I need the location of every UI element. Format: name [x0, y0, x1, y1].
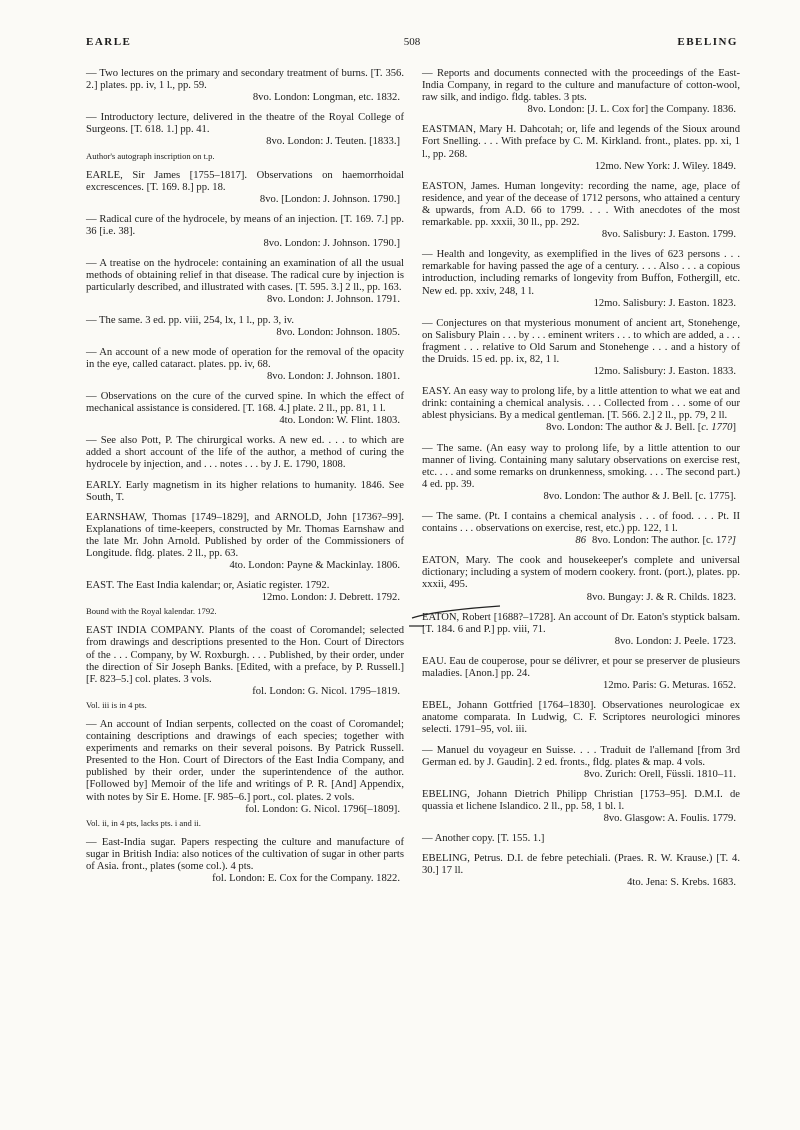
catalog-entry: [86, 719, 404, 829]
entry-text: EBELING, Petrus. D.I. de febre petechiali. (Praes. R. W. Krause.) [T. 4. 30.] 17 ll.: [422, 853, 740, 877]
left-column: [86, 68, 404, 893]
entry-text: — Another copy. [T. 155. 1.]: [422, 833, 545, 845]
entry-imprint-text: 8vo. London: The author. [c. 17: [592, 535, 727, 547]
entry-imprint: 12mo. Paris: G. Meturas. 1652.: [602, 680, 736, 692]
entry-text: EARLE, Sir James [1755–1817]. Observations on haemorrhoidal excrescences. [T. 169. 8.] pp. 18.: [86, 169, 404, 193]
catalog-entry: [86, 112, 404, 161]
entry-text: — The same. (An easy way to prolong life, by a little attention to our manner of living. Containing many salutary observations on exercise rest, etc. . . . and some remarks on drunkenness, smoking. . . . The second part.) 4 ed. pp. 39.: [422, 442, 740, 490]
entry-text: EARLY. Early magnetism in its higher relations to humanity. 1846. See South, T.: [86, 479, 404, 503]
entry-text: — An account of Indian serpents, collected on the coast of Coromandel; containing descriptions and drawings of each species; together with experiments and remarks on their several poisons. By Patrick Russell. Presented to the Hon. Court of Directors of the East India Company, and published by their order, under the superintendence of the author. [Followed by] Memoir of the life and writings of P. R. [And] Appendix, with notes by Sir E. Home. [F. 985–6.] port., col. plates. 2 vols.: [86, 718, 404, 803]
handwritten-date: c. 1770: [701, 422, 733, 434]
entry-note: Vol. iii is in 4 pts.: [86, 699, 147, 710]
entry-text: — Observations on the cure of the curved spine. In which the effect of mechanical assistance is considered. [T. 168. 4.] plate. 2 ll., pp. 81, 1 l.: [86, 390, 404, 415]
entry-text: EARNSHAW, Thomas [1749–1829], and ARNOLD, John [1736?–99]. Explanations of time-keepers, constructed by Mr. Thomas Earnshaw and the late Mr. John Arnold. Published by order of the Commissioners of Longitude. fldg. plates. 2 ll., pp. 63.: [86, 511, 404, 559]
catalog-entry: [86, 68, 404, 104]
handwritten-shelfmark: 86: [575, 535, 587, 547]
catalog-entry: [422, 318, 740, 378]
catalog-entry: [86, 391, 404, 427]
entry-text: — A treatise on the hydrocele: containing an examination of all the usual methods of obtaining relief in that disease. The radical cure by injection is particularly described, and illustrated with cases. [T. 595. 3.] 2 ll., pp. 163.: [86, 258, 404, 294]
catalog-entry: [422, 68, 740, 116]
entry-text: EAST INDIA COMPANY. Plants of the coast of Coromandel; selected from drawings and descriptions presented to the Hon. Court of Directors of the . . . Company, by W. Roxburgh. . . . Published, by their order, under the direction of Sir Joseph Banks. [Edited, with a preface, by P. Russell.] [F. 823–5.] col. plates. 3 vols.: [86, 625, 404, 685]
entry-imprint: 8vo. London: The author & J. Bell. [c. 1770]: [546, 422, 736, 434]
catalog-entry: [422, 386, 740, 434]
entry-imprint: 8vo. Glasgow: A. Foulis. 1779.: [603, 812, 736, 824]
entry-text: EATON, Mary. The cook and housekeeper's complete and universal dictionary; including a system of modern cookery. front. (port.), plates. pp. xxxii, 495.: [422, 555, 740, 591]
entry-note: Bound with the Royal kalendar. 1792.: [86, 606, 217, 617]
entry-text: EBEL, Johann Gottfried [1764–1830]. Observationes neurologicae ex anatome comparata. In Ludwig, C. F. Scriptores neurologici minores selecti. 1791–95, vol. iii.: [422, 700, 740, 736]
header-right: EBELING: [677, 36, 738, 48]
entry-imprint: 4to. Jena: S. Krebs. 1683.: [627, 877, 736, 889]
entry-text: — The same. (Pt. I contains a chemical analysis . . . of food. . . . Pt. II contains . . . observations on exercise, rest, etc.) pp. 122, 1 l.: [422, 511, 740, 535]
catalog-entry: [422, 656, 740, 692]
entry-imprint: 8vo. London: J. Johnson. 1791.: [266, 294, 400, 306]
catalog-entry: [422, 443, 740, 503]
running-head: [86, 36, 738, 52]
entry-imprint-text: 8vo. London: The author & J. Bell. [: [546, 422, 702, 434]
entry-note: Author's autograph inscription on t.p.: [86, 150, 215, 161]
entry-imprint: 8vo. London: [J. L. Cox for] the Company. 1836.: [527, 104, 736, 116]
entry-imprint: 8vo. London: J. Johnson. 1801.: [266, 370, 400, 382]
entry-imprint: 12mo. New York: J. Wiley. 1849.: [594, 160, 736, 172]
entry-imprint: fol. London: G. Nicol. 1795–1819.: [252, 685, 400, 697]
entry-text: — East-India sugar. Papers respecting the culture and manufacture of sugar in British India: also notices of the cultivation of sugar in other parts of Asia. front., plates (some col.). 4 pts.: [86, 836, 404, 872]
catalog-entry: [86, 580, 404, 617]
entry-text: EAST. The East India kalendar; or, Asiatic register. 1792.: [86, 580, 330, 592]
entry-imprint: 8vo. London: J. Peele. 1723.: [614, 635, 736, 647]
entry-note: Vol. ii, in 4 pts, lacks pts. i and ii.: [86, 817, 201, 828]
page-number: 508: [403, 36, 421, 48]
entry-text: — Radical cure of the hydrocele, by means of an injection. [T. 169. 7.] pp. 36 [i.e. 38].: [86, 213, 404, 237]
catalog-entry: [86, 837, 404, 885]
entry-imprint: 8vo. [London: J. Johnson. 1790.]: [259, 193, 400, 205]
catalog-entry: [86, 435, 404, 471]
right-column: [422, 68, 740, 897]
catalog-entry: [86, 480, 404, 504]
catalog-entry: [422, 124, 740, 172]
entry-imprint: 4to. London: W. Flint. 1803.: [279, 415, 400, 427]
entry-text: EASTON, James. Human longevity: recording the name, age, place of residence, and year of the decease of 1712 persons, who attained a century & upwards, from A.D. 66 to 1799. . . . With anecdotes of the most remarkable. pp. xxxii, 30 ll., pp. 292.: [422, 180, 740, 229]
entry-imprint: [422, 535, 740, 547]
entry-imprint: fol. London: G. Nicol. 1796[–1809].: [245, 803, 400, 815]
catalog-entry: [422, 833, 740, 845]
catalog-entry: [422, 700, 740, 736]
entry-text: EASY. An easy way to prolong life, by a little attention to what we eat and drink: containing a chemical analysis. . . . Collected from . . . some of our ablest physicians. By a medical gentleman. [T. 566. 2.] 2 ll., pp. 79, 2 ll.: [422, 386, 740, 422]
entry-text: — Manuel du voyageur en Suisse. . . . Traduit de l'allemand [from 3rd German ed. by J. Gaudin]. 2 ed. fronts., fldg. plates & map. 4 vols.: [422, 744, 740, 768]
handwritten-date: ?]: [726, 535, 736, 547]
catalog-entry: [422, 745, 740, 781]
entry-imprint: 12mo. London: J. Debrett. 1792.: [261, 592, 400, 604]
entry-imprint: 8vo. London: The author & J. Bell. [c. 1775].: [543, 490, 736, 502]
catalog-entry: [422, 249, 740, 309]
entry-imprint: 8vo. Zurich: Orell, Füssli. 1810–11.: [583, 768, 736, 780]
catalog-entry: [86, 315, 404, 339]
catalog-entry: [422, 789, 740, 825]
entry-text: — Health and longevity, as exemplified in the lives of 623 persons . . . remarkable for having passed the age of a century. . . . Also . . . a copious introduction, including remarks of longevity from Buffon, Fothergill, etc. New ed. pp. xxiv, 248, 1 l.: [422, 249, 740, 297]
entry-imprint: 8vo. London: Longman, etc. 1832.: [252, 92, 400, 104]
entry-imprint: 8vo. London: Johnson. 1805.: [276, 326, 400, 338]
entry-text: EBELING, Johann Dietrich Philipp Christian [1753–95]. D.M.I. de quassia et lichene Islandico. 2 ll., pp. 58, 1 bl. l.: [422, 788, 740, 812]
entry-text: EAU. Eau de couperose, pour se délivrer, et pour se preserver de plusieurs maladies. [Anon.] pp. 24.: [422, 655, 740, 680]
catalog-entry: [422, 612, 740, 648]
entry-text: — Two lectures on the primary and secondary treatment of burns. [T. 356. 2.] plates. pp. iv, 1 l., pp. 59.: [86, 68, 404, 92]
entry-text: — Introductory lecture, delivered in the theatre of the Royal College of Surgeons. [T. 618. 1.] pp. 41.: [86, 112, 404, 136]
catalog-entry: [86, 625, 404, 711]
entry-imprint: 8vo. London: J. Johnson. 1790.]: [263, 238, 400, 250]
entry-text: — Conjectures on that mysterious monument of ancient art, Stonehenge, on Salisbury Plain . . . by . . . eminent writers . . . to which are added, a . . . fragment . . . relative to Old Sarum and Stonehenge . . . and a history of the Druids. 15 ed. pp. ix, 82, 1 l.: [422, 317, 740, 365]
entry-text: — An account of a new mode of operation for the removal of the opacity in the eye, called cataract. plates. pp. iv, 68.: [86, 346, 404, 370]
entry-text: EASTMAN, Mary H. Dahcotah; or, life and legends of the Sioux around Fort Snelling. . . . With preface by C. M. Kirkland. front., plates. pp. xi, 1 l., pp. 268.: [422, 124, 740, 160]
entry-text: — See also Pott, P. The chirurgical works. A new ed. . . . to which are added a short account of the life of the author, a method of curing the hydrocele by injection, and . . . notes . . . by J. E. 1790, 1808.: [86, 435, 404, 471]
entry-text: EATON, Robert [1688?–1728]. An account of Dr. Eaton's styptick balsam. [T. 184. 6 and P.] pp. viii, 71.: [422, 611, 740, 635]
entry-text: — Reports and documents connected with the proceedings of the East-India Company, in regard to the culture and manufacture of cotton-wool, raw silk, and indigo. fldg. tables. 3 pts.: [422, 68, 740, 104]
catalog-entry: [86, 214, 404, 250]
catalog-entry: [86, 512, 404, 572]
catalog-entry: [86, 258, 404, 306]
entry-imprint: 12mo. Salisbury: J. Easton. 1823.: [593, 297, 736, 309]
entry-text: — The same. 3 ed. pp. viii, 254, lx, 1 l., pp. 3, iv.: [86, 314, 295, 326]
entry-imprint: 8vo. Bungay: J. & R. Childs. 1823.: [586, 591, 736, 603]
entry-imprint: fol. London: E. Cox for the Company. 1822.: [212, 872, 400, 884]
entry-imprint: 8vo. London: J. Teuten. [1833.]: [266, 136, 400, 148]
entry-imprint: 12mo. Salisbury: J. Easton. 1833.: [593, 366, 736, 378]
catalog-entry: [86, 170, 404, 206]
entry-imprint: 8vo. Salisbury: J. Easton. 1799.: [601, 229, 736, 241]
catalog-entry: [422, 511, 740, 547]
catalog-entry: [422, 181, 740, 241]
entry-imprint: 4to. London: Payne & Mackinlay. 1806.: [229, 560, 400, 572]
catalog-entry: [422, 853, 740, 889]
catalog-entry: [422, 555, 740, 603]
header-left: EARLE: [86, 36, 132, 48]
catalog-entry: [86, 347, 404, 383]
